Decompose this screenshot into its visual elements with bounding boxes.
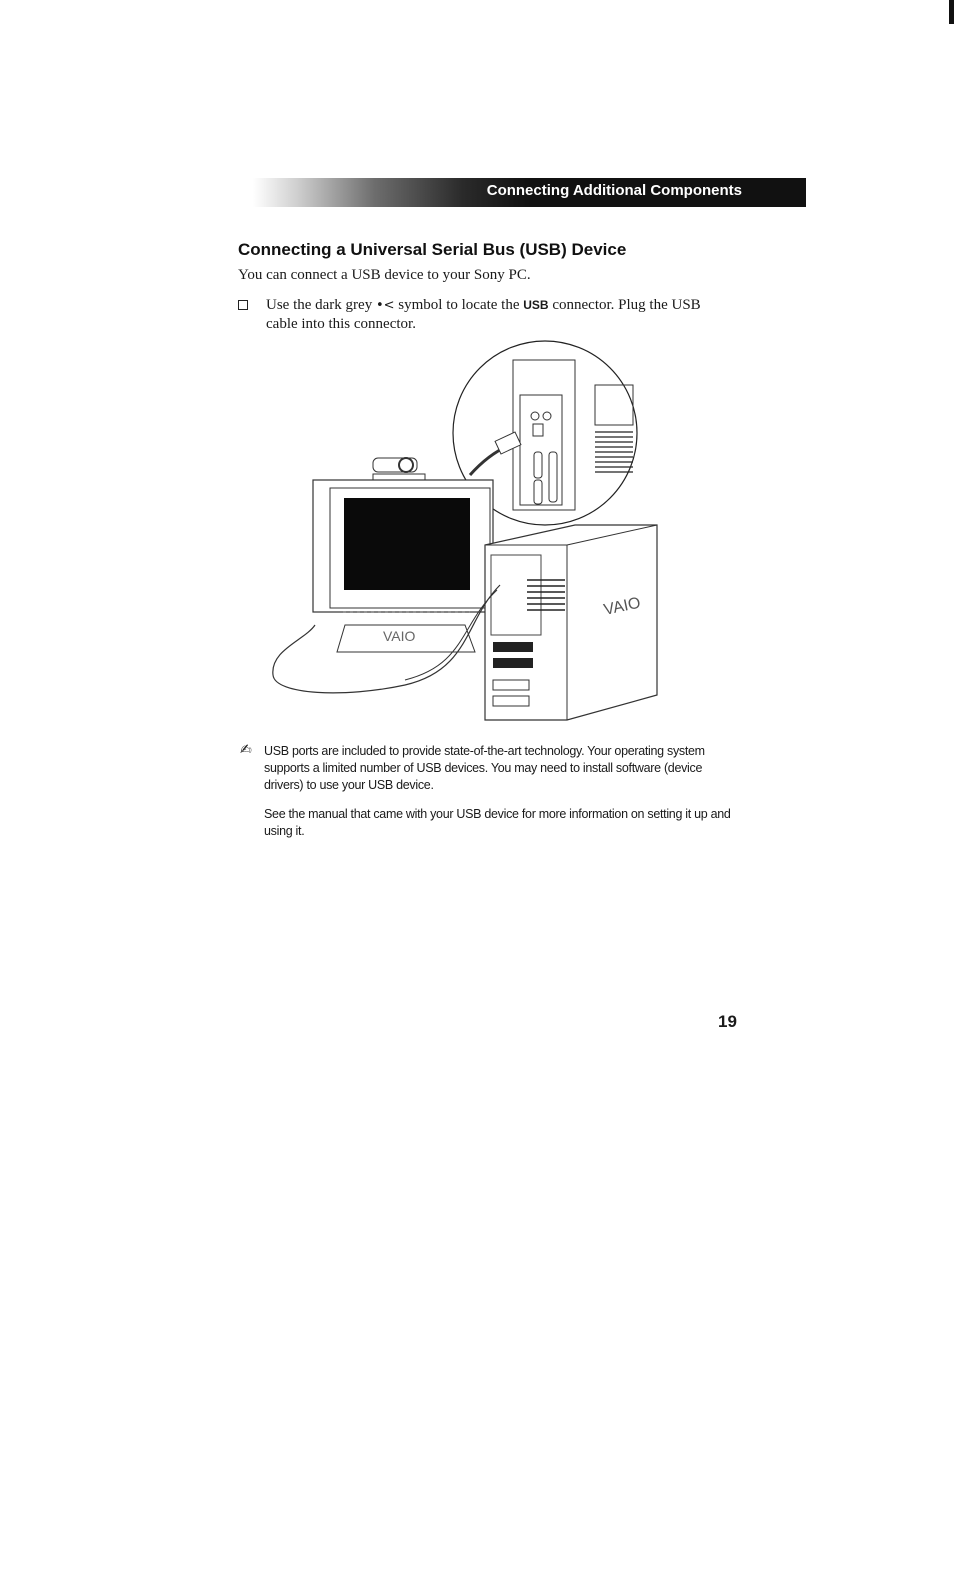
webcam xyxy=(373,458,425,480)
checkbox-bullet-icon xyxy=(238,300,248,310)
usb-connector-label: USB xyxy=(523,298,549,312)
tower-pc xyxy=(485,525,657,720)
note-pencil-icon: ✍ xyxy=(240,742,252,758)
step-text-before: Use the dark grey xyxy=(266,297,376,313)
step-text-middle: symbol to locate the xyxy=(394,297,524,313)
intro-text: You can connect a USB device to your Sony PC. xyxy=(238,267,531,283)
tower-vaio-logo: VAIO xyxy=(602,594,643,619)
usb-connection-illustration xyxy=(255,340,665,725)
usb-symbol-icon: •< xyxy=(375,298,395,313)
note-paragraph-2: See the manual that came with your USB device for more information on setting it up and using it. xyxy=(264,807,731,838)
page-edge-mark xyxy=(949,0,954,24)
section-heading: Connecting a Universal Serial Bus (USB) Device xyxy=(238,240,627,259)
step-instruction xyxy=(266,296,706,334)
chapter-title: Connecting Additional Components xyxy=(486,182,742,199)
page-number: 19 xyxy=(718,1012,737,1031)
monitor-vaio-logo: VAIO xyxy=(383,628,416,644)
chapter-header-bar xyxy=(253,178,806,207)
note-paragraph-1: USB ports are included to provide state-of-the-art technology. Your operating system supports a limited number of USB devices. You may need to install software (device drivers) to use your USB device. xyxy=(264,744,705,792)
step-text-after: connector. Plug the USB cable into this connector. xyxy=(266,297,701,332)
monitor xyxy=(313,480,493,652)
